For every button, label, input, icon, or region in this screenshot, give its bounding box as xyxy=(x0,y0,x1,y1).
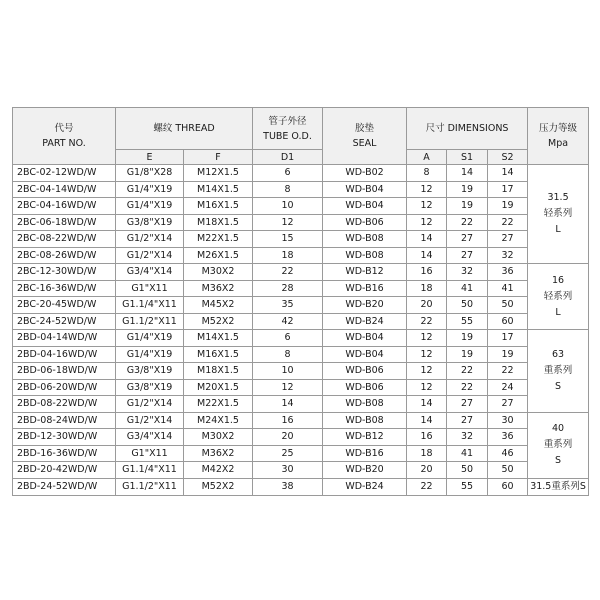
cell-dim-a: 16 xyxy=(407,429,447,446)
pressure-line: S xyxy=(555,455,562,466)
cell-tube-od: 6 xyxy=(253,165,323,182)
cell-seal: WD-B16 xyxy=(323,280,407,297)
cell-tube-od: 22 xyxy=(253,264,323,281)
cell-thread-f: M30X2 xyxy=(184,264,253,281)
pressure-line: 40 xyxy=(552,423,565,434)
pressure-line: L xyxy=(555,306,561,318)
cell-thread-f: M20X1.5 xyxy=(184,379,253,396)
cell-thread-e: G1.1/2"X11 xyxy=(116,478,184,495)
cell-seal: WD-B04 xyxy=(323,198,407,215)
cell-tube-od: 15 xyxy=(253,231,323,248)
cell-dim-a: 18 xyxy=(407,445,447,462)
table-row xyxy=(13,264,589,281)
cell-thread-e: G1/4"X19 xyxy=(116,181,184,198)
table-row xyxy=(13,363,589,380)
cell-tube-od: 12 xyxy=(253,379,323,396)
table-row xyxy=(13,445,589,462)
cell-dim-s2: 22 xyxy=(488,363,528,380)
cell-tube-od: 16 xyxy=(253,412,323,429)
cell-part-no: 2BD-24-52WD/W xyxy=(13,478,116,495)
header-dimensions: 尺寸 DIMENSIONS xyxy=(407,108,528,150)
cell-seal: WD-B08 xyxy=(323,412,407,429)
cell-thread-e: G3/4"X14 xyxy=(116,264,184,281)
subheader-d1: D1 xyxy=(253,150,323,165)
header-part-no xyxy=(13,108,116,165)
cell-dim-s2: 14 xyxy=(488,165,528,182)
cell-dim-s2: 17 xyxy=(488,330,528,347)
table-row xyxy=(13,313,589,330)
cell-dim-a: 16 xyxy=(407,264,447,281)
cell-thread-f: M52X2 xyxy=(184,313,253,330)
cell-part-no: 2BD-06-18WD/W xyxy=(13,363,116,380)
header-seal xyxy=(323,108,407,165)
cell-thread-f: M22X1.5 xyxy=(184,396,253,413)
cell-seal: WD-B04 xyxy=(323,181,407,198)
cell-dim-s1: 22 xyxy=(447,214,488,231)
cell-seal: WD-B06 xyxy=(323,214,407,231)
pressure-group-cell xyxy=(528,264,589,330)
subheader-a: A xyxy=(407,150,447,165)
cell-part-no: 2BC-12-30WD/W xyxy=(13,264,116,281)
cell-dim-s2: 19 xyxy=(488,346,528,363)
cell-thread-e: G3/8"X19 xyxy=(116,379,184,396)
cell-dim-s1: 50 xyxy=(447,462,488,479)
cell-thread-f: M12X1.5 xyxy=(184,165,253,182)
cell-thread-e: G1/2"X14 xyxy=(116,412,184,429)
cell-tube-od: 8 xyxy=(253,181,323,198)
pressure-line: 63 xyxy=(552,348,565,360)
cell-thread-f: M14X1.5 xyxy=(184,330,253,347)
cell-dim-s2: 60 xyxy=(488,478,528,495)
header-seal-en: SEAL xyxy=(352,138,377,149)
cell-dim-a: 14 xyxy=(407,396,447,413)
pressure-line: S xyxy=(555,380,562,392)
cell-thread-f: M26X1.5 xyxy=(184,247,253,264)
cell-dim-a: 8 xyxy=(407,165,447,182)
cell-tube-od: 14 xyxy=(253,396,323,413)
cell-part-no: 2BC-24-52WD/W xyxy=(13,313,116,330)
cell-thread-f: M14X1.5 xyxy=(184,181,253,198)
cell-dim-s2: 46 xyxy=(488,445,528,462)
cell-dim-s1: 50 xyxy=(447,297,488,314)
table-row xyxy=(13,165,589,182)
cell-seal: WD-B04 xyxy=(323,346,407,363)
cell-seal: WD-B12 xyxy=(323,429,407,446)
pressure-line: L xyxy=(555,224,561,235)
subheader-f: F xyxy=(184,150,253,165)
header-thread: 螺纹 THREAD xyxy=(116,108,253,150)
cell-dim-a: 14 xyxy=(407,231,447,248)
cell-thread-e: G1/2"X14 xyxy=(116,231,184,248)
table-row xyxy=(13,280,589,297)
header-tube-od xyxy=(253,108,323,150)
table-row xyxy=(13,297,589,314)
cell-dim-s1: 27 xyxy=(447,412,488,429)
header-row xyxy=(13,108,589,150)
pressure-group-cell xyxy=(528,478,589,495)
cell-part-no: 2BC-08-26WD/W xyxy=(13,247,116,264)
cell-thread-f: M30X2 xyxy=(184,429,253,446)
cell-part-no: 2BD-04-16WD/W xyxy=(13,346,116,363)
header-pressure-unit: Mpa xyxy=(548,138,569,149)
cell-thread-f: M18X1.5 xyxy=(184,363,253,380)
cell-thread-f: M36X2 xyxy=(184,280,253,297)
cell-tube-od: 10 xyxy=(253,363,323,380)
cell-dim-a: 12 xyxy=(407,346,447,363)
cell-part-no: 2BD-20-42WD/W xyxy=(13,462,116,479)
cell-dim-s1: 41 xyxy=(447,445,488,462)
cell-tube-od: 12 xyxy=(253,214,323,231)
cell-tube-od: 6 xyxy=(253,330,323,347)
table-body xyxy=(13,165,589,496)
cell-dim-s2: 36 xyxy=(488,264,528,281)
cell-seal: WD-B24 xyxy=(323,313,407,330)
cell-dim-s2: 17 xyxy=(488,181,528,198)
table-row xyxy=(13,396,589,413)
cell-dim-s1: 19 xyxy=(447,198,488,215)
cell-dim-s2: 60 xyxy=(488,313,528,330)
cell-thread-e: G1/2"X14 xyxy=(116,396,184,413)
header-seal-zh: 胶垫 xyxy=(355,123,375,134)
cell-tube-od: 20 xyxy=(253,429,323,446)
cell-part-no: 2BD-16-36WD/W xyxy=(13,445,116,462)
header-part-no-en: PART NO. xyxy=(42,138,86,149)
cell-dim-s1: 32 xyxy=(447,429,488,446)
cell-tube-od: 25 xyxy=(253,445,323,462)
cell-tube-od: 10 xyxy=(253,198,323,215)
subheader-s2: S2 xyxy=(488,150,528,165)
pressure-group-cell xyxy=(528,330,589,413)
pressure-line: 重系列 xyxy=(543,439,573,450)
cell-thread-f: M18X1.5 xyxy=(184,214,253,231)
cell-seal: WD-B02 xyxy=(323,165,407,182)
cell-dim-a: 12 xyxy=(407,330,447,347)
spec-table xyxy=(12,107,589,496)
table-row xyxy=(13,429,589,446)
cell-dim-s2: 50 xyxy=(488,297,528,314)
table-row xyxy=(13,231,589,248)
cell-dim-s2: 27 xyxy=(488,231,528,248)
cell-dim-s1: 19 xyxy=(447,330,488,347)
cell-tube-od: 28 xyxy=(253,280,323,297)
subheader-s1: S1 xyxy=(447,150,488,165)
header-tube-od-zh: 管子外径 xyxy=(268,115,307,127)
cell-dim-a: 12 xyxy=(407,379,447,396)
cell-dim-a: 18 xyxy=(407,280,447,297)
cell-part-no: 2BC-20-45WD/W xyxy=(13,297,116,314)
cell-thread-f: M24X1.5 xyxy=(184,412,253,429)
header-pressure xyxy=(528,108,589,165)
cell-seal: WD-B08 xyxy=(323,396,407,413)
header-part-no-zh: 代号 xyxy=(54,123,74,134)
cell-dim-s1: 55 xyxy=(447,313,488,330)
cell-part-no: 2BC-02-12WD/W xyxy=(13,165,116,182)
cell-dim-s2: 41 xyxy=(488,280,528,297)
cell-dim-s2: 30 xyxy=(488,412,528,429)
cell-thread-e: G1.1/4"X11 xyxy=(116,297,184,314)
cell-thread-f: M22X1.5 xyxy=(184,231,253,248)
cell-tube-od: 30 xyxy=(253,462,323,479)
cell-dim-a: 12 xyxy=(407,363,447,380)
pressure-line: 31.5重系列S xyxy=(530,480,586,492)
cell-thread-e: G1/4"X19 xyxy=(116,330,184,347)
cell-thread-f: M45X2 xyxy=(184,297,253,314)
cell-seal: WD-B06 xyxy=(323,363,407,380)
cell-thread-f: M42X2 xyxy=(184,462,253,479)
table-row xyxy=(13,478,589,495)
cell-dim-a: 12 xyxy=(407,181,447,198)
cell-part-no: 2BD-08-24WD/W xyxy=(13,412,116,429)
cell-thread-e: G3/8"X19 xyxy=(116,363,184,380)
pressure-line: 轻系列 xyxy=(543,208,573,219)
cell-thread-f: M16X1.5 xyxy=(184,346,253,363)
cell-thread-f: M36X2 xyxy=(184,445,253,462)
cell-part-no: 2BC-08-22WD/W xyxy=(13,231,116,248)
cell-dim-s1: 32 xyxy=(447,264,488,281)
cell-part-no: 2BC-04-16WD/W xyxy=(13,198,116,215)
pressure-group-cell xyxy=(528,412,589,478)
cell-part-no: 2BC-16-36WD/W xyxy=(13,280,116,297)
cell-seal: WD-B06 xyxy=(323,379,407,396)
table-row xyxy=(13,346,589,363)
cell-part-no: 2BC-06-18WD/W xyxy=(13,214,116,231)
cell-dim-s1: 27 xyxy=(447,247,488,264)
table-row xyxy=(13,412,589,429)
cell-tube-od: 35 xyxy=(253,297,323,314)
cell-thread-e: G1/2"X14 xyxy=(116,247,184,264)
cell-thread-e: G3/4"X14 xyxy=(116,429,184,446)
header-pressure-zh: 压力等级 xyxy=(539,123,578,134)
cell-dim-a: 14 xyxy=(407,247,447,264)
cell-dim-s2: 36 xyxy=(488,429,528,446)
subheader-e: E xyxy=(116,150,184,165)
cell-part-no: 2BD-12-30WD/W xyxy=(13,429,116,446)
cell-dim-s2: 24 xyxy=(488,379,528,396)
cell-dim-s2: 50 xyxy=(488,462,528,479)
cell-tube-od: 42 xyxy=(253,313,323,330)
table-row xyxy=(13,214,589,231)
cell-tube-od: 38 xyxy=(253,478,323,495)
cell-thread-f: M52X2 xyxy=(184,478,253,495)
table-row xyxy=(13,247,589,264)
cell-thread-f: M16X1.5 xyxy=(184,198,253,215)
cell-thread-e: G1.1/4"X11 xyxy=(116,462,184,479)
pressure-line: 31.5 xyxy=(547,192,569,203)
cell-thread-e: G1"X11 xyxy=(116,280,184,297)
table-row xyxy=(13,181,589,198)
table-row xyxy=(13,462,589,479)
cell-seal: WD-B12 xyxy=(323,264,407,281)
header-tube-od-en: TUBE O.D. xyxy=(263,130,312,142)
cell-dim-a: 20 xyxy=(407,297,447,314)
cell-seal: WD-B04 xyxy=(323,330,407,347)
cell-dim-s1: 41 xyxy=(447,280,488,297)
cell-thread-e: G1/4"X19 xyxy=(116,346,184,363)
cell-dim-s1: 14 xyxy=(447,165,488,182)
pressure-line: 16 xyxy=(552,274,565,286)
cell-dim-a: 14 xyxy=(407,412,447,429)
table-row xyxy=(13,379,589,396)
cell-dim-a: 22 xyxy=(407,478,447,495)
cell-seal: WD-B20 xyxy=(323,462,407,479)
cell-dim-s2: 27 xyxy=(488,396,528,413)
pressure-line: 轻系列 xyxy=(543,290,573,302)
cell-dim-s1: 27 xyxy=(447,231,488,248)
cell-part-no: 2BD-08-22WD/W xyxy=(13,396,116,413)
cell-dim-s2: 32 xyxy=(488,247,528,264)
pressure-group-cell xyxy=(528,165,589,264)
cell-seal: WD-B24 xyxy=(323,478,407,495)
cell-dim-s1: 19 xyxy=(447,181,488,198)
cell-dim-s1: 22 xyxy=(447,363,488,380)
cell-thread-e: G1.1/2"X11 xyxy=(116,313,184,330)
cell-part-no: 2BD-06-20WD/W xyxy=(13,379,116,396)
cell-seal: WD-B16 xyxy=(323,445,407,462)
pressure-line: 重系列 xyxy=(543,364,573,376)
cell-dim-a: 22 xyxy=(407,313,447,330)
cell-part-no: 2BC-04-14WD/W xyxy=(13,181,116,198)
cell-part-no: 2BD-04-14WD/W xyxy=(13,330,116,347)
table-row xyxy=(13,198,589,215)
cell-thread-e: G1"X11 xyxy=(116,445,184,462)
cell-tube-od: 18 xyxy=(253,247,323,264)
cell-dim-s1: 27 xyxy=(447,396,488,413)
cell-seal: WD-B08 xyxy=(323,247,407,264)
cell-dim-a: 12 xyxy=(407,198,447,215)
cell-dim-s2: 19 xyxy=(488,198,528,215)
cell-thread-e: G1/8"X28 xyxy=(116,165,184,182)
cell-thread-e: G3/8"X19 xyxy=(116,214,184,231)
cell-tube-od: 8 xyxy=(253,346,323,363)
cell-seal: WD-B20 xyxy=(323,297,407,314)
cell-dim-a: 20 xyxy=(407,462,447,479)
cell-seal: WD-B08 xyxy=(323,231,407,248)
cell-dim-s1: 22 xyxy=(447,379,488,396)
cell-thread-e: G1/4"X19 xyxy=(116,198,184,215)
cell-dim-s2: 22 xyxy=(488,214,528,231)
cell-dim-s1: 19 xyxy=(447,346,488,363)
cell-dim-a: 12 xyxy=(407,214,447,231)
table-row xyxy=(13,330,589,347)
cell-dim-s1: 55 xyxy=(447,478,488,495)
